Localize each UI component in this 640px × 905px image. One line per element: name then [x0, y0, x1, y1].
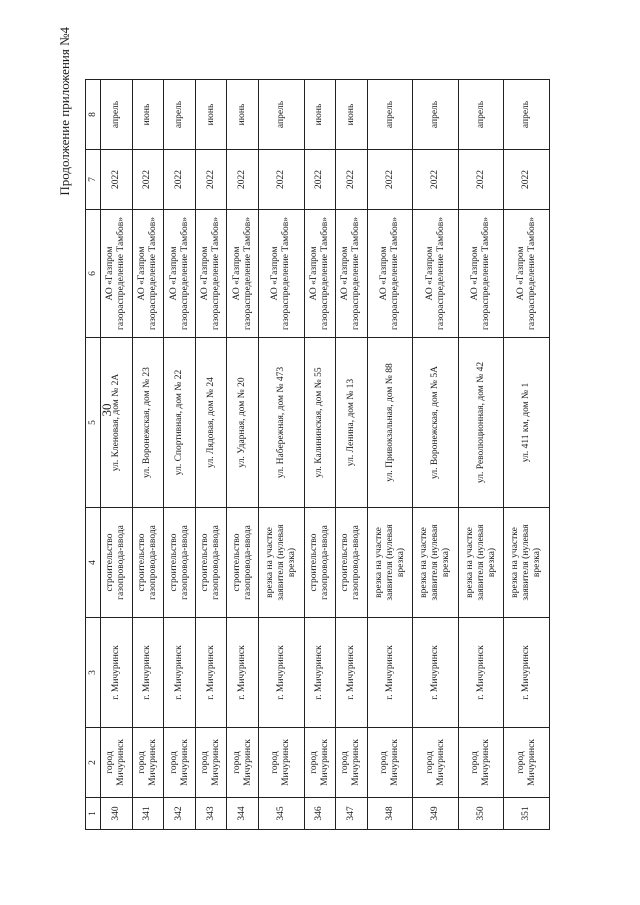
cell-work: врезка на участке заявителя (нулевая врезка) [504, 508, 550, 618]
cell-settlement: г. Мичуринск [367, 618, 413, 728]
table-row [227, 80, 259, 830]
cell-address: ул. Воронежская, дом № 23 [132, 338, 164, 508]
cell-settlement: г. Мичуринск [101, 618, 133, 728]
cell-settlement: г. Мичуринск [164, 618, 196, 728]
cell-address: ул. Воронежская, дом № 5А [413, 338, 459, 508]
cell-address: ул. Ленина, дом № 13 [336, 338, 368, 508]
data-table [85, 79, 550, 830]
cell-address: ул. Привокзальная, дом № 88 [367, 338, 413, 508]
cell-year: 2022 [458, 150, 504, 210]
cell-territory: город Мичуринск [304, 728, 336, 798]
cell-territory: город Мичуринск [164, 728, 196, 798]
cell-year: 2022 [304, 150, 336, 210]
cell-territory: город Мичуринск [367, 728, 413, 798]
cell-territory: город Мичуринск [195, 728, 227, 798]
cell-year: 2022 [259, 150, 305, 210]
cell-month: апрель [101, 80, 133, 150]
cell-work: врезка на участке заявителя (нулевая врезка) [413, 508, 459, 618]
header-row [86, 80, 101, 830]
cell-settlement: г. Мичуринск [413, 618, 459, 728]
cell-org: АО «Газпром газораспределение Тамбов» [413, 210, 459, 338]
cell-org: АО «Газпром газораспределение Тамбов» [195, 210, 227, 338]
cell-work: строительство газопровода-ввода [195, 508, 227, 618]
cell-address: ул. Калининская, дом № 55 [304, 338, 336, 508]
cell-org: АО «Газпром газораспределение Тамбов» [504, 210, 550, 338]
cell-org: АО «Газпром газораспределение Тамбов» [164, 210, 196, 338]
table-row [164, 80, 196, 830]
cell-num: 351 [504, 798, 550, 830]
cell-work: строительство газопровода-ввода [304, 508, 336, 618]
header-cell: 4 [86, 508, 101, 618]
cell-work: строительство газопровода-ввода [132, 508, 164, 618]
cell-org: АО «Газпром газораспределение Тамбов» [227, 210, 259, 338]
cell-month: апрель [504, 80, 550, 150]
cell-year: 2022 [132, 150, 164, 210]
table-row [304, 80, 336, 830]
cell-num: 342 [164, 798, 196, 830]
cell-address: ул. Лядовая, дом № 24 [195, 338, 227, 508]
cell-year: 2022 [164, 150, 196, 210]
cell-month: июнь [195, 80, 227, 150]
cell-year: 2022 [367, 150, 413, 210]
cell-month: июнь [227, 80, 259, 150]
gas-connection-table [85, 80, 550, 830]
page-number: 30 [99, 403, 114, 417]
cell-year: 2022 [101, 150, 133, 210]
cell-work: строительство газопровода-ввода [227, 508, 259, 618]
cell-settlement: г. Мичуринск [336, 618, 368, 728]
cell-num: 346 [304, 798, 336, 830]
cell-work: врезка на участке заявителя (нулевая врезка) [367, 508, 413, 618]
cell-settlement: г. Мичуринск [195, 618, 227, 728]
table-row [195, 80, 227, 830]
cell-month: апрель [458, 80, 504, 150]
cell-org: АО «Газпром газораспределение Тамбов» [304, 210, 336, 338]
cell-territory: город Мичуринск [259, 728, 305, 798]
cell-settlement: г. Мичуринск [458, 618, 504, 728]
cell-org: АО «Газпром газораспределение Тамбов» [101, 210, 133, 338]
cell-territory: город Мичуринск [101, 728, 133, 798]
header-cell: 1 [86, 798, 101, 830]
cell-num: 349 [413, 798, 459, 830]
table-row [367, 80, 413, 830]
table-row [259, 80, 305, 830]
cell-org: АО «Газпром газораспределение Тамбов» [458, 210, 504, 338]
cell-work: врезка на участке заявителя (нулевая врезка) [259, 508, 305, 618]
cell-num: 344 [227, 798, 259, 830]
cell-org: АО «Газпром газораспределение Тамбов» [132, 210, 164, 338]
continuation-title: Продолжение приложения №4 [57, 27, 72, 196]
cell-num: 348 [367, 798, 413, 830]
header-cell: 7 [86, 150, 101, 210]
cell-address: ул. Набережная, дом № 473 [259, 338, 305, 508]
cell-work: строительство газопровода-ввода [164, 508, 196, 618]
cell-work: врезка на участке заявителя (нулевая врезка) [458, 508, 504, 618]
cell-address: ул. Ударная, дом № 20 [227, 338, 259, 508]
header-cell: 3 [86, 618, 101, 728]
cell-org: АО «Газпром газораспределение Тамбов» [367, 210, 413, 338]
cell-month: апрель [259, 80, 305, 150]
header-cell: 2 [86, 728, 101, 798]
cell-settlement: г. Мичуринск [504, 618, 550, 728]
cell-year: 2022 [413, 150, 459, 210]
cell-settlement: г. Мичуринск [304, 618, 336, 728]
table-row [413, 80, 459, 830]
cell-month: апрель [367, 80, 413, 150]
faint-stamp [118, 0, 125, 40]
cell-month: апрель [164, 80, 196, 150]
cell-year: 2022 [227, 150, 259, 210]
cell-num: 347 [336, 798, 368, 830]
cell-work: строительство газопровода-ввода [336, 508, 368, 618]
header-cell: 6 [86, 210, 101, 338]
cell-territory: город Мичуринск [413, 728, 459, 798]
cell-settlement: г. Мичуринск [132, 618, 164, 728]
cell-num: 343 [195, 798, 227, 830]
table-row [504, 80, 550, 830]
cell-territory: город Мичуринск [227, 728, 259, 798]
cell-org: АО «Газпром газораспределение Тамбов» [259, 210, 305, 338]
cell-year: 2022 [336, 150, 368, 210]
cell-address: ул. Спортивная, дом № 22 [164, 338, 196, 508]
cell-settlement: г. Мичуринск [259, 618, 305, 728]
cell-territory: город Мичуринск [504, 728, 550, 798]
cell-work: строительство газопровода-ввода [101, 508, 133, 618]
cell-territory: город Мичуринск [458, 728, 504, 798]
cell-address: ул. 411 км, дом № 1 [504, 338, 550, 508]
cell-month: июнь [336, 80, 368, 150]
cell-year: 2022 [504, 150, 550, 210]
table-row [458, 80, 504, 830]
cell-num: 345 [259, 798, 305, 830]
cell-territory: город Мичуринск [336, 728, 368, 798]
cell-num: 350 [458, 798, 504, 830]
cell-month: апрель [413, 80, 459, 150]
header-cell: 8 [86, 80, 101, 150]
cell-month: июнь [132, 80, 164, 150]
table-row [132, 80, 164, 830]
cell-address: ул. Кленовая, дом № 2А [101, 338, 133, 508]
cell-settlement: г. Мичуринск [227, 618, 259, 728]
cell-address: ул. Революционная, дом № 42 [458, 338, 504, 508]
cell-org: АО «Газпром газораспределение Тамбов» [336, 210, 368, 338]
header-cell: 5 [86, 338, 101, 508]
table-row [101, 80, 133, 830]
cell-num: 341 [132, 798, 164, 830]
cell-month: июнь [304, 80, 336, 150]
cell-year: 2022 [195, 150, 227, 210]
cell-num: 340 [101, 798, 133, 830]
cell-territory: город Мичуринск [132, 728, 164, 798]
table-row [336, 80, 368, 830]
